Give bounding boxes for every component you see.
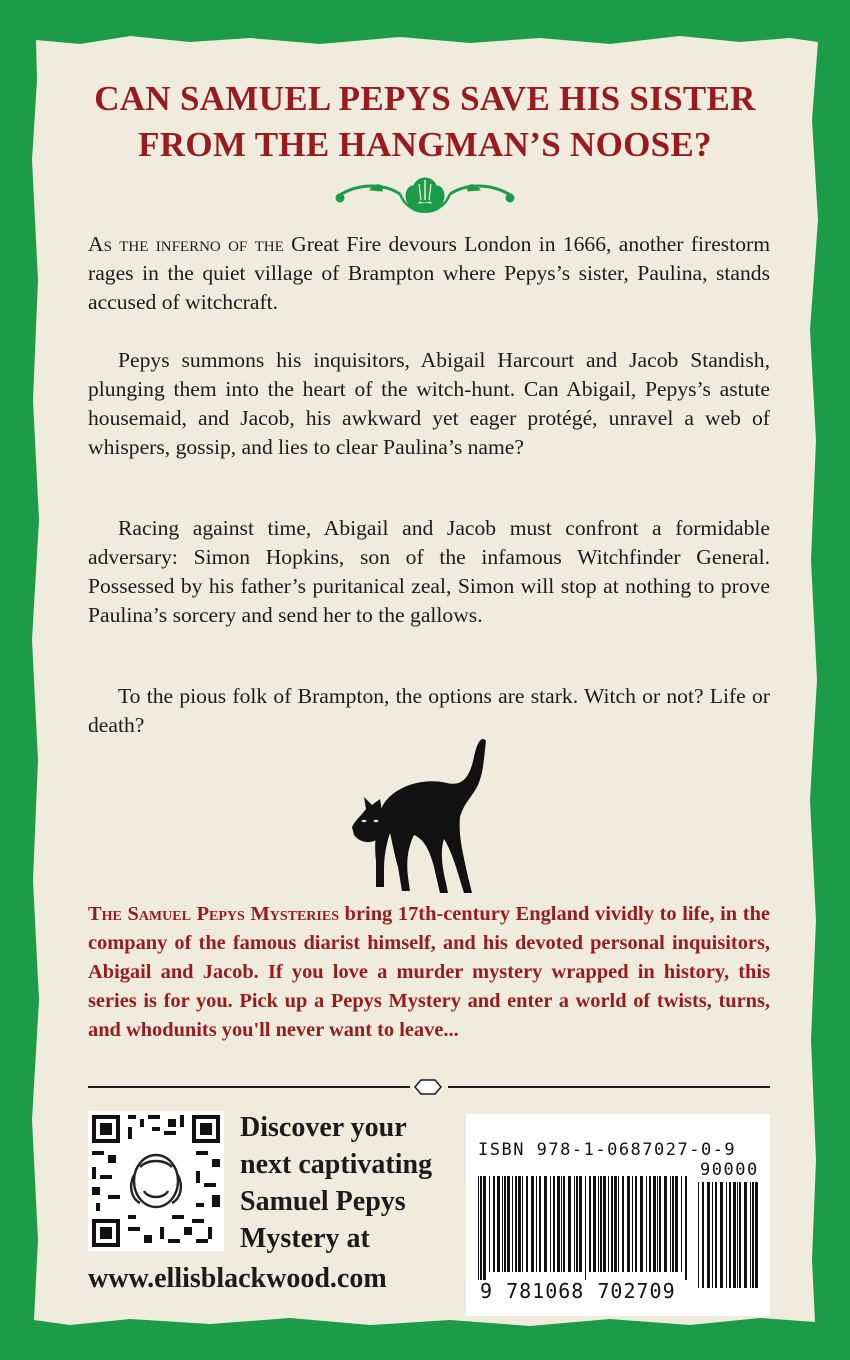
barcode-bar (614, 1176, 617, 1272)
barcode-bar (659, 1176, 661, 1272)
barcode-bar (733, 1182, 736, 1288)
blurb-lead-in: As the inferno of the (88, 232, 284, 256)
barcode-bar (600, 1176, 602, 1272)
barcode-bar (649, 1176, 651, 1272)
series-promo-text: bring 17th-century England vividly to life, in the company of the famous diarist himself, and his devoted personal inquisitors, Abigail and Jacob. If you love a murder mystery wrapped in history, this series is for you. Pick up a Pepys Mystery and enter a world of twists, turns, and whodunits you'll never want to leave... (88, 903, 770, 1041)
ean-digits: 9 781068 702709 (480, 1279, 676, 1303)
blurb-paragraph-3: Racing against time, Abigail and Jacob must confront a formidable adversary: Simon Hopkins, son of the infamous Witchfinder General. Possessed by his father’s puritanical zeal, Simon will stop at nothing to prove Paulina’s sorcery and send her to the gallows. (88, 516, 770, 627)
discover-line-1: Discover your (240, 1112, 407, 1143)
barcode-bar (675, 1176, 678, 1272)
barcode-bar (563, 1176, 565, 1272)
barcode-bar (712, 1182, 713, 1288)
barcode-bar (707, 1182, 710, 1288)
black-cat-icon (352, 727, 494, 899)
barcode-bar (553, 1176, 555, 1272)
series-name: The Samuel Pepys Mysteries (88, 903, 339, 925)
barcode-bar (755, 1182, 758, 1288)
barcode-bar (672, 1176, 674, 1272)
barcode-bar (504, 1176, 506, 1272)
barcode-bar (480, 1176, 482, 1280)
floral-ornament-icon (330, 174, 520, 216)
barcode-bar (752, 1182, 754, 1288)
discover-text (240, 1109, 480, 1257)
headline-line-1: CAN SAMUEL PEPYS SAVE HIS SISTER (94, 79, 756, 118)
barcode-bar (589, 1176, 591, 1272)
barcode-bar (685, 1176, 687, 1280)
barcode-bar (664, 1176, 667, 1272)
barcode-bar (483, 1176, 486, 1280)
addon-barcode-icon (698, 1182, 760, 1296)
barcode-bar (627, 1176, 630, 1272)
barcode-bar (557, 1176, 560, 1272)
blurb-paragraph-4: To the pious folk of Brampton, the options are stark. Witch or not? Life or death? (88, 684, 770, 737)
barcode-bar (729, 1182, 731, 1288)
barcode-bar (653, 1176, 656, 1272)
barcode-bar (618, 1176, 619, 1272)
blurb-paragraph-1 (88, 230, 770, 317)
barcode-bar (698, 1182, 699, 1288)
barcode-bar (539, 1176, 541, 1272)
isbn-label: ISBN 978-1-0687027-0-9 (478, 1140, 737, 1160)
divider-rule (88, 1079, 770, 1095)
barcode-bar (632, 1176, 633, 1272)
barcode-bar (611, 1176, 613, 1272)
barcode-bar (502, 1176, 503, 1272)
barcode-bar (598, 1176, 599, 1272)
barcode-bar (522, 1176, 523, 1272)
barcode-bar (715, 1182, 717, 1288)
series-promo (88, 900, 770, 1045)
barcode-bar (681, 1176, 682, 1272)
barcode-bar (657, 1176, 658, 1272)
qr-code-icon[interactable] (88, 1111, 224, 1251)
barcode-bar (603, 1176, 606, 1272)
barcode-bar (531, 1176, 534, 1272)
barcode-bar (593, 1176, 596, 1272)
discover-line-2: next captivating (240, 1149, 433, 1180)
ean-barcode-icon (478, 1176, 688, 1280)
barcode-bar (635, 1176, 637, 1272)
barcode-bar (507, 1176, 510, 1272)
barcode-bar (622, 1176, 624, 1272)
barcode-bar (750, 1182, 751, 1288)
barcode-bar (608, 1176, 609, 1272)
barcode-bar (526, 1176, 528, 1272)
barcode-bar (515, 1176, 517, 1272)
barcode-bar (512, 1176, 513, 1272)
barcode-bar (646, 1176, 647, 1272)
barcode-bar (574, 1176, 575, 1272)
price-code: 90000 (700, 1160, 759, 1180)
headline (60, 76, 790, 168)
barcode-bar (550, 1176, 551, 1272)
barcode-bar (536, 1176, 537, 1272)
blurb-paragraph-2: Pepys summons his inquisitors, Abigail Harcourt and Jacob Standish, plunging them into the heart of the witch-hunt. Can Abigail, Pepys’s astute housemaid, and Jacob, his awkward yet eager protégé, unravel a web of whispers, gossip, and lies to clear Paulina’s name? (88, 348, 770, 459)
barcode-bar (739, 1182, 741, 1288)
barcode-bar (726, 1182, 727, 1288)
barcode-bar (744, 1182, 747, 1288)
barcode-bar (720, 1182, 723, 1288)
discover-line-4: Mystery at (240, 1223, 370, 1254)
barcode-bar (640, 1176, 643, 1272)
website-link[interactable]: www.ellisblackwood.com (88, 1263, 387, 1294)
barcode-bar (489, 1176, 490, 1272)
blurb-p1-body: Great Fire devours London in 1666, another firestorm rages in the quiet village of Brampton where Pepys’s sister, Paulina, stands accused of witchcraft. (88, 232, 770, 314)
discover-line-3: Samuel Pepys (240, 1186, 406, 1217)
barcode-bar (518, 1176, 521, 1272)
barcode-bar (576, 1176, 578, 1272)
headline-line-2: FROM THE HANGMAN’S NOOSE? (138, 125, 712, 164)
barcode-bar (497, 1176, 500, 1272)
barcode-bar (478, 1176, 479, 1280)
barcode-bar (737, 1182, 738, 1288)
barcode-bar (670, 1176, 671, 1272)
barcode-bar (585, 1176, 586, 1280)
barcode-bar (568, 1176, 571, 1272)
barcode-bar (702, 1182, 704, 1288)
barcode-bar (544, 1176, 547, 1272)
barcode-bar (493, 1176, 495, 1272)
barcode-bar (579, 1176, 582, 1272)
barcode-bar (561, 1176, 562, 1272)
